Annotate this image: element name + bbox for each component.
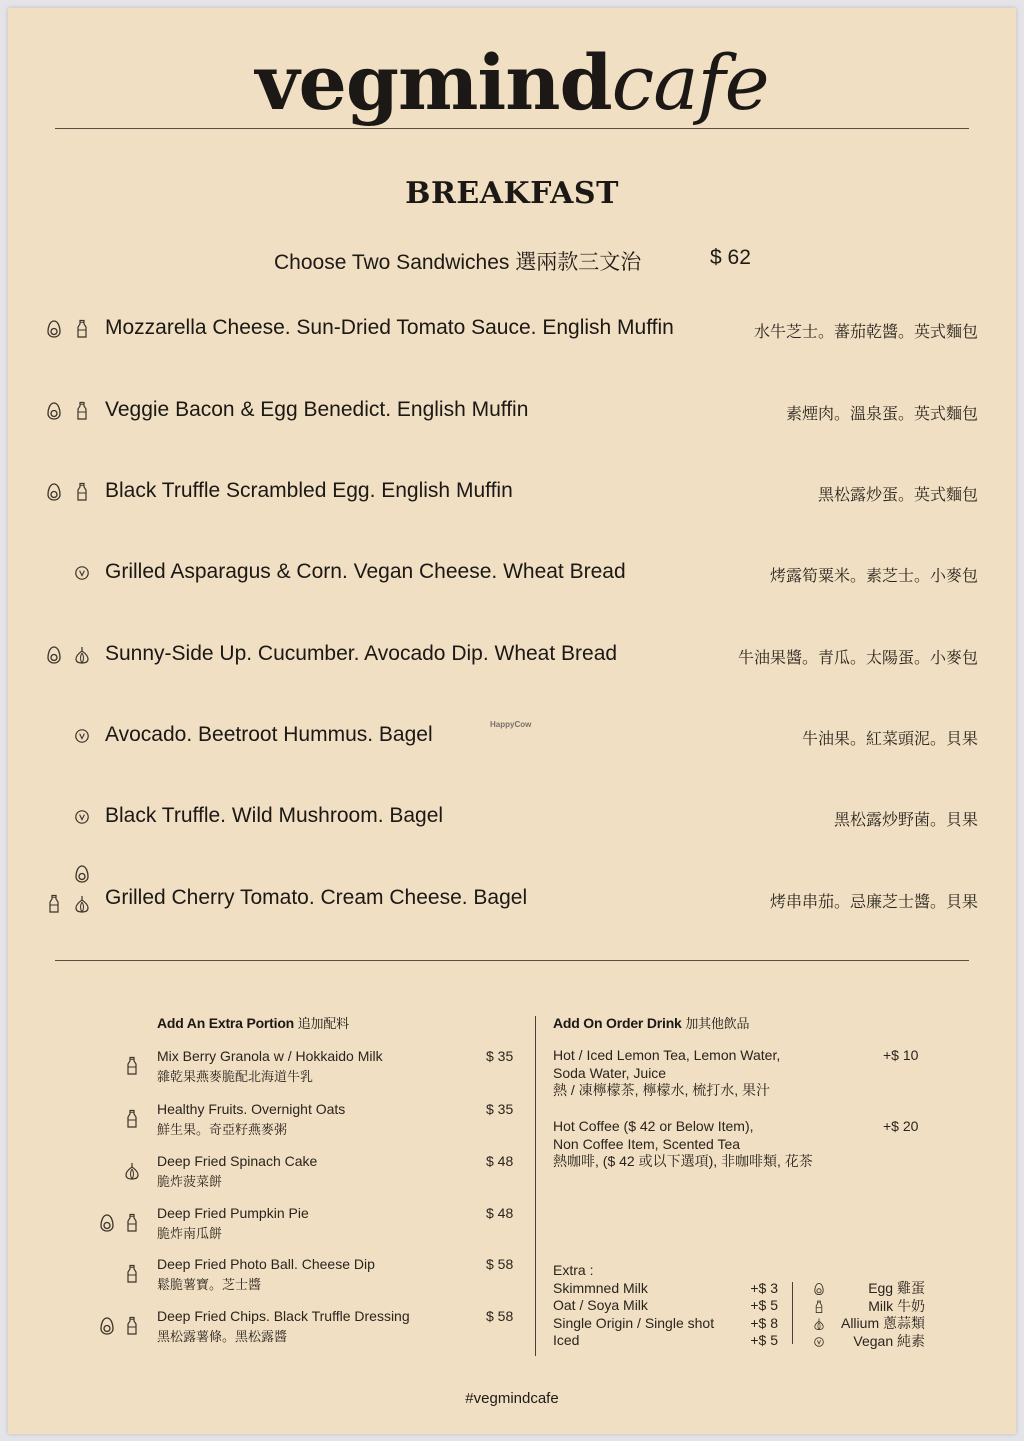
extras-label: Extra : xyxy=(553,1262,594,1278)
choose-label: Choose Two Sandwiches 選兩款三文治 xyxy=(274,251,642,274)
logo-bold: vegmind xyxy=(255,38,612,127)
sandwich-name-en: Black Truffle Scrambled Egg. English Muffin xyxy=(105,479,513,502)
extras-row-label: Skimmned Milk xyxy=(553,1279,648,1296)
extra-item-name-zh: 脆炸菠菜餅 xyxy=(157,1174,223,1189)
egg-icon xyxy=(74,864,90,884)
allium-icon xyxy=(813,1317,825,1331)
sandwich-name-zh: 牛油果醬。青瓜。太陽蛋。小麥包 xyxy=(737,650,978,667)
drink-zh: 熱 / 凍檸檬茶, 檸檬水, 梳打水, 果汁 xyxy=(553,1082,771,1098)
extra-portion-item xyxy=(8,1048,528,1092)
extras-row-price: +$ 5 xyxy=(750,1297,778,1313)
extra-item-name-en: Healthy Fruits. Overnight Oats xyxy=(157,1101,346,1117)
extra-item-price: $ 35 xyxy=(486,1101,514,1117)
extra-item-name-en: Deep Fried Photo Ball. Cheese Dip xyxy=(157,1256,375,1272)
legend-label: Vegan 純素 xyxy=(853,1332,925,1349)
egg-icon xyxy=(99,1316,115,1336)
sandwich-item xyxy=(8,310,1016,350)
allium-icon xyxy=(74,894,90,914)
milk-icon xyxy=(124,1316,140,1336)
drink-line1: Hot / Iced Lemon Tea, Lemon Water, xyxy=(553,1047,781,1063)
extra-item-name-en: Deep Fried Spinach Cake xyxy=(157,1153,318,1169)
extras-row-label: Oat / Soya Milk xyxy=(553,1297,648,1313)
extra-item-price: $ 48 xyxy=(486,1153,514,1169)
extra-item-name-zh: 鬆脆薯寶。芝士醬 xyxy=(157,1277,262,1292)
extras-row xyxy=(553,1280,778,1298)
sandwich-name-en: Sunny-Side Up. Cucumber. Avocado Dip. Wheat Bread xyxy=(105,642,618,665)
extra-item-name-zh: 脆炸南瓜餅 xyxy=(157,1226,223,1241)
allium-icon xyxy=(124,1161,140,1181)
sandwich-name-zh: 烤串串茄。忌廉芝士醬。貝果 xyxy=(769,894,978,911)
top-divider xyxy=(55,128,969,129)
legend-label: Milk 牛奶 xyxy=(868,1297,925,1314)
extra-item-price: $ 35 xyxy=(486,1048,514,1064)
vegan-icon xyxy=(74,563,90,583)
egg-icon xyxy=(813,1282,825,1296)
milk-icon xyxy=(74,482,90,502)
extras-row-price: +$ 5 xyxy=(750,1332,778,1348)
section-title: BREAKFAST xyxy=(405,176,619,211)
extras-row-price: +$ 8 xyxy=(750,1314,778,1331)
egg-icon xyxy=(46,401,62,421)
extras-row-price: +$ 3 xyxy=(750,1279,778,1296)
sandwich-name-zh: 黑松露炒野菌。貝果 xyxy=(833,812,978,829)
egg-icon xyxy=(99,1213,115,1233)
allergen-legend xyxy=(813,1280,925,1350)
sandwich-name-en: Mozzarella Cheese. Sun-Dried Tomato Sauce. English Muffin xyxy=(105,316,674,339)
sandwich-item xyxy=(8,473,1016,513)
sandwich-name-en: Avocado. Beetroot Hummus. Bagel xyxy=(105,723,433,746)
legend-item xyxy=(813,1298,925,1316)
hashtag: #vegmindcafe xyxy=(465,1390,559,1407)
sandwich-name-zh: 烤露筍粟米。素芝士。小麥包 xyxy=(769,568,978,585)
vegan-icon xyxy=(74,726,90,746)
sandwich-name-zh: 素煙肉。溫泉蛋。英式麵包 xyxy=(785,406,978,423)
drink-zh: 熱咖啡, ($ 42 或以下選項), 非咖啡類, 花茶 xyxy=(553,1153,813,1169)
extra-item-name-zh: 黑松露薯條。黑松露醬 xyxy=(157,1329,288,1344)
sandwich-name-zh: 水牛芝士。蕃茄乾醬。英式麵包 xyxy=(753,324,978,341)
extra-portion-title-zh: 追加配料 xyxy=(297,1016,349,1031)
column-divider xyxy=(535,1016,536,1356)
sandwich-item xyxy=(8,392,1016,432)
extra-item-name-zh: 鮮生果。奇亞籽燕麥粥 xyxy=(157,1122,288,1137)
drink-extras xyxy=(553,1262,778,1350)
extra-item-price: $ 58 xyxy=(486,1256,514,1272)
sandwich-name-en: Veggie Bacon & Egg Benedict. English Muffin xyxy=(105,398,529,421)
extra-portion-item xyxy=(8,1256,528,1300)
allium-icon xyxy=(74,645,90,665)
drink-item xyxy=(553,1118,933,1171)
sandwich-item xyxy=(8,880,1016,920)
sandwich-item xyxy=(8,636,1016,676)
milk-icon xyxy=(124,1264,140,1284)
vegan-icon xyxy=(813,1335,825,1349)
extra-portion-heading xyxy=(157,1013,349,1032)
drink-price: +$ 10 xyxy=(883,1047,919,1063)
sandwich-name-zh: 黑松露炒蛋。英式麵包 xyxy=(817,487,978,504)
extra-portion-item xyxy=(8,1101,528,1145)
milk-icon xyxy=(74,319,90,339)
legend-label: Egg 雞蛋 xyxy=(868,1280,925,1296)
cafe-logo xyxy=(8,38,1016,128)
logo-italic: cafe xyxy=(611,38,769,127)
extras-row-label: Iced xyxy=(553,1332,580,1348)
milk-icon xyxy=(124,1056,140,1076)
legend-item xyxy=(813,1315,925,1333)
extra-portion-item xyxy=(8,1205,528,1249)
milk-icon xyxy=(74,401,90,421)
drinks-title-en: Add On Order Drink xyxy=(553,1015,682,1031)
menu-page xyxy=(8,8,1016,1434)
legend-label: Allium 蔥蒜類 xyxy=(840,1315,925,1331)
sandwich-item xyxy=(8,798,1016,838)
milk-icon xyxy=(46,894,62,914)
extras-row xyxy=(553,1297,778,1315)
vegan-icon xyxy=(74,807,90,827)
drink-line2: Soda Water, Juice xyxy=(553,1064,667,1081)
drink-line2: Non Coffee Item, Scented Tea xyxy=(553,1135,741,1152)
milk-icon xyxy=(124,1213,140,1233)
extra-portion-title-en: Add An Extra Portion xyxy=(157,1015,295,1031)
extras-row xyxy=(553,1332,778,1350)
egg-icon xyxy=(46,645,62,665)
middle-divider xyxy=(55,960,969,961)
drinks-heading xyxy=(553,1013,749,1032)
egg-icon xyxy=(46,482,62,502)
sandwich-name-zh: 牛油果。紅菜頭泥。貝果 xyxy=(801,731,978,748)
milk-icon xyxy=(813,1300,825,1314)
extra-item-name-en: Deep Fried Pumpkin Pie xyxy=(157,1205,309,1221)
watermark: HappyCow xyxy=(490,720,532,729)
drink-price: +$ 20 xyxy=(883,1118,919,1134)
extras-row-label: Single Origin / Single shot xyxy=(553,1314,715,1331)
extra-item-name-en: Deep Fried Chips. Black Truffle Dressing xyxy=(157,1308,410,1324)
extra-item-name-zh: 雜乾果燕麥脆配北海道牛乳 xyxy=(157,1069,314,1084)
drink-item xyxy=(553,1047,933,1100)
legend-item xyxy=(813,1280,925,1298)
sandwich-name-en: Grilled Asparagus & Corn. Vegan Cheese. Wheat Bread xyxy=(105,560,626,583)
extra-portion-item xyxy=(8,1153,528,1197)
sandwich-name-en: Grilled Cherry Tomato. Cream Cheese. Bagel xyxy=(105,886,528,909)
sandwich-item xyxy=(8,554,1016,594)
extra-portion-item xyxy=(8,1308,528,1352)
choose-price: $ 62 xyxy=(710,246,751,269)
extras-row xyxy=(553,1315,778,1333)
egg-icon xyxy=(46,319,62,339)
drinks-title-zh: 加其他飲品 xyxy=(685,1016,750,1031)
extra-item-name-en: Mix Berry Granola w / Hokkaido Milk xyxy=(157,1048,383,1064)
drink-line1: Hot Coffee ($ 42 or Below Item), xyxy=(553,1118,754,1134)
sandwich-name-en: Black Truffle. Wild Mushroom. Bagel xyxy=(105,804,444,827)
extra-item-price: $ 58 xyxy=(486,1308,514,1324)
milk-icon xyxy=(124,1109,140,1129)
legend-divider xyxy=(792,1282,793,1344)
legend-item xyxy=(813,1333,925,1351)
extra-item-price: $ 48 xyxy=(486,1205,514,1221)
